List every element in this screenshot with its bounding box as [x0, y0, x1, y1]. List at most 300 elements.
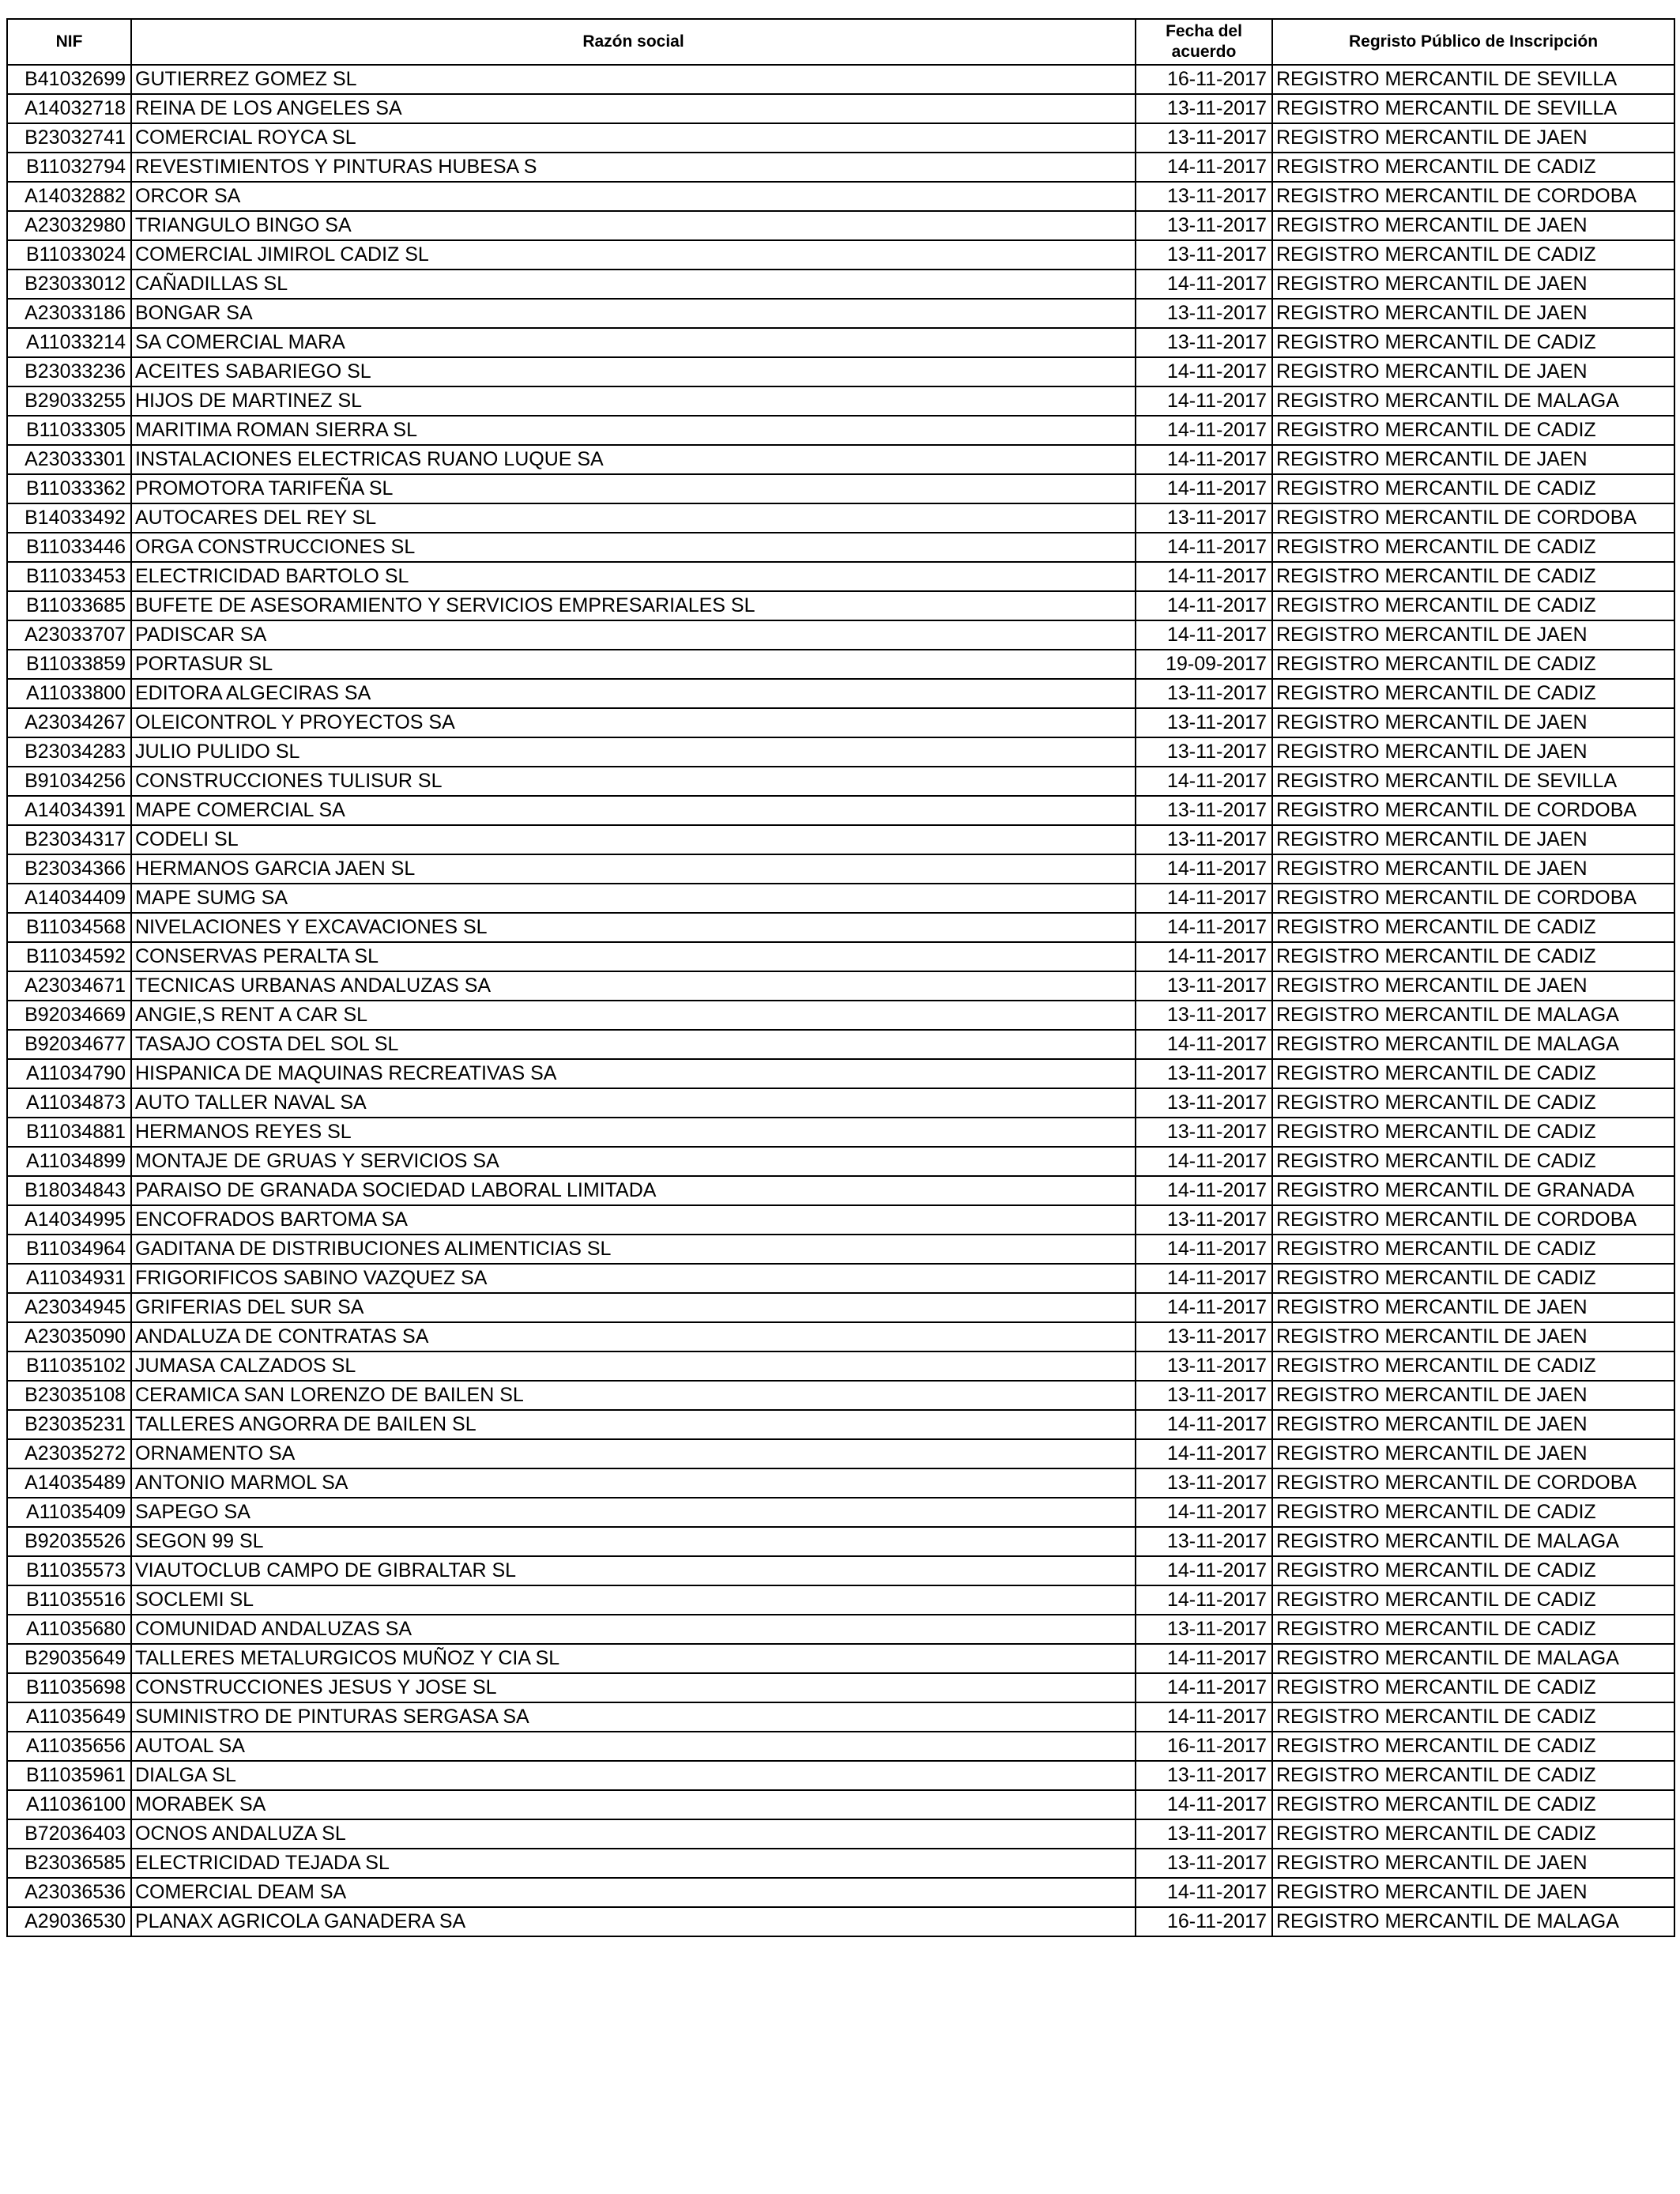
nif-cell: A11035649 — [7, 1702, 131, 1732]
fecha-cell: 14-11-2017 — [1136, 1702, 1272, 1732]
fecha-cell: 14-11-2017 — [1136, 1790, 1272, 1819]
nif-cell: B23035231 — [7, 1410, 131, 1439]
fecha-cell: 16-11-2017 — [1136, 1907, 1272, 1936]
razon-social-cell: MARITIMA ROMAN SIERRA SL — [131, 416, 1136, 445]
header-nif: NIF — [7, 19, 131, 65]
table-row — [7, 1849, 1674, 1878]
nif-cell: A14034995 — [7, 1205, 131, 1235]
table-row — [7, 1293, 1674, 1322]
razon-social-cell: SOCLEMI SL — [131, 1585, 1136, 1615]
registro-cell: REGISTRO MERCANTIL DE CADIZ — [1272, 562, 1674, 591]
fecha-cell: 13-11-2017 — [1136, 1527, 1272, 1556]
table-row — [7, 503, 1674, 533]
registro-cell: REGISTRO MERCANTIL DE CORDOBA — [1272, 503, 1674, 533]
nif-cell: B11034881 — [7, 1118, 131, 1147]
nif-cell: A23033301 — [7, 445, 131, 474]
table-row — [7, 1264, 1674, 1293]
registro-cell: REGISTRO MERCANTIL DE CADIZ — [1272, 1351, 1674, 1381]
fecha-cell: 14-11-2017 — [1136, 1644, 1272, 1673]
razon-social-cell: CONSTRUCCIONES JESUS Y JOSE SL — [131, 1673, 1136, 1702]
table-row — [7, 942, 1674, 971]
registro-cell: REGISTRO MERCANTIL DE CORDOBA — [1272, 1205, 1674, 1235]
fecha-cell: 13-11-2017 — [1136, 1849, 1272, 1878]
registro-cell: REGISTRO MERCANTIL DE MALAGA — [1272, 1907, 1674, 1936]
table-row — [7, 386, 1674, 416]
fecha-cell: 13-11-2017 — [1136, 240, 1272, 270]
registro-cell: REGISTRO MERCANTIL DE JAEN — [1272, 971, 1674, 1001]
registro-cell: REGISTRO MERCANTIL DE CADIZ — [1272, 153, 1674, 182]
nif-cell: B23034283 — [7, 737, 131, 767]
table-row — [7, 1147, 1674, 1176]
table-row — [7, 1118, 1674, 1147]
fecha-cell: 14-11-2017 — [1136, 1235, 1272, 1264]
razon-social-cell: TASAJO COSTA DEL SOL SL — [131, 1030, 1136, 1059]
razon-social-cell: TRIANGULO BINGO SA — [131, 211, 1136, 240]
table-row — [7, 1498, 1674, 1527]
razon-social-cell: PADISCAR SA — [131, 620, 1136, 650]
fecha-cell: 16-11-2017 — [1136, 65, 1272, 94]
razon-social-cell: ANDALUZA DE CONTRATAS SA — [131, 1322, 1136, 1351]
registro-cell: REGISTRO MERCANTIL DE JAEN — [1272, 620, 1674, 650]
razon-social-cell: COMUNIDAD ANDALUZAS SA — [131, 1615, 1136, 1644]
registro-cell: REGISTRO MERCANTIL DE JAEN — [1272, 1878, 1674, 1907]
nif-cell: A14034391 — [7, 796, 131, 825]
razon-social-cell: TALLERES ANGORRA DE BAILEN SL — [131, 1410, 1136, 1439]
nif-cell: A11036100 — [7, 1790, 131, 1819]
fecha-cell: 14-11-2017 — [1136, 884, 1272, 913]
nif-cell: B11033362 — [7, 474, 131, 503]
registro-cell: REGISTRO MERCANTIL DE CADIZ — [1272, 679, 1674, 708]
fecha-cell: 13-11-2017 — [1136, 708, 1272, 737]
fecha-cell: 14-11-2017 — [1136, 1585, 1272, 1615]
table-row — [7, 1644, 1674, 1673]
fecha-cell: 14-11-2017 — [1136, 620, 1272, 650]
registro-cell: REGISTRO MERCANTIL DE CADIZ — [1272, 1088, 1674, 1118]
registro-cell: REGISTRO MERCANTIL DE CADIZ — [1272, 1673, 1674, 1702]
razon-social-cell: SAPEGO SA — [131, 1498, 1136, 1527]
nif-cell: B11033305 — [7, 416, 131, 445]
nif-cell: B29035649 — [7, 1644, 131, 1673]
nif-cell: A23034267 — [7, 708, 131, 737]
table-header — [7, 19, 1674, 65]
table-row — [7, 123, 1674, 153]
table-row — [7, 474, 1674, 503]
registro-cell: REGISTRO MERCANTIL DE JAEN — [1272, 1849, 1674, 1878]
fecha-cell: 13-11-2017 — [1136, 1381, 1272, 1410]
registro-cell: REGISTRO MERCANTIL DE JAEN — [1272, 1410, 1674, 1439]
nif-cell: A23032980 — [7, 211, 131, 240]
nif-cell: B23035108 — [7, 1381, 131, 1410]
fecha-cell: 14-11-2017 — [1136, 1498, 1272, 1527]
nif-cell: B18034843 — [7, 1176, 131, 1205]
nif-cell: A11035656 — [7, 1732, 131, 1761]
razon-social-cell: OCNOS ANDALUZA SL — [131, 1819, 1136, 1849]
fecha-cell: 19-09-2017 — [1136, 650, 1272, 679]
nif-cell: B11033453 — [7, 562, 131, 591]
table-row — [7, 416, 1674, 445]
table-row — [7, 1673, 1674, 1702]
razon-social-cell: GADITANA DE DISTRIBUCIONES ALIMENTICIAS SL — [131, 1235, 1136, 1264]
nif-cell: B11035961 — [7, 1761, 131, 1790]
registro-cell: REGISTRO MERCANTIL DE CADIZ — [1272, 1498, 1674, 1527]
registro-cell: REGISTRO MERCANTIL DE JAEN — [1272, 123, 1674, 153]
razon-social-cell: PORTASUR SL — [131, 650, 1136, 679]
razon-social-cell: FRIGORIFICOS SABINO VAZQUEZ SA — [131, 1264, 1136, 1293]
fecha-cell: 13-11-2017 — [1136, 503, 1272, 533]
registro-cell: REGISTRO MERCANTIL DE MALAGA — [1272, 1030, 1674, 1059]
registro-cell: REGISTRO MERCANTIL DE CADIZ — [1272, 474, 1674, 503]
registro-cell: REGISTRO MERCANTIL DE GRANADA — [1272, 1176, 1674, 1205]
fecha-cell: 14-11-2017 — [1136, 1264, 1272, 1293]
table-row — [7, 1351, 1674, 1381]
registro-cell: REGISTRO MERCANTIL DE CADIZ — [1272, 591, 1674, 620]
registro-cell: REGISTRO MERCANTIL DE SEVILLA — [1272, 94, 1674, 123]
table-row — [7, 299, 1674, 328]
nif-cell: A14032882 — [7, 182, 131, 211]
registro-cell: REGISTRO MERCANTIL DE CADIZ — [1272, 1059, 1674, 1088]
razon-social-cell: REVESTIMIENTOS Y PINTURAS HUBESA S — [131, 153, 1136, 182]
table-row — [7, 1176, 1674, 1205]
nif-cell: A23035272 — [7, 1439, 131, 1468]
table-row — [7, 357, 1674, 386]
fecha-cell: 14-11-2017 — [1136, 357, 1272, 386]
registro-cell: REGISTRO MERCANTIL DE JAEN — [1272, 211, 1674, 240]
razon-social-cell: OLEICONTROL Y PROYECTOS SA — [131, 708, 1136, 737]
fecha-cell: 13-11-2017 — [1136, 1322, 1272, 1351]
registro-cell: REGISTRO MERCANTIL DE MALAGA — [1272, 1527, 1674, 1556]
razon-social-cell: ANGIE,S RENT A CAR SL — [131, 1001, 1136, 1030]
nif-cell: A14035489 — [7, 1468, 131, 1498]
fecha-cell: 14-11-2017 — [1136, 153, 1272, 182]
registro-cell: REGISTRO MERCANTIL DE SEVILLA — [1272, 65, 1674, 94]
nif-cell: B23032741 — [7, 123, 131, 153]
nif-cell: A14032718 — [7, 94, 131, 123]
registro-cell: REGISTRO MERCANTIL DE CADIZ — [1272, 1147, 1674, 1176]
fecha-cell: 13-11-2017 — [1136, 211, 1272, 240]
table-row — [7, 1088, 1674, 1118]
table-row — [7, 1556, 1674, 1585]
table-row — [7, 1205, 1674, 1235]
nif-cell: B11035516 — [7, 1585, 131, 1615]
razon-social-cell: MONTAJE DE GRUAS Y SERVICIOS SA — [131, 1147, 1136, 1176]
fecha-cell: 13-11-2017 — [1136, 1468, 1272, 1498]
razon-social-cell: CONSTRUCCIONES TULISUR SL — [131, 767, 1136, 796]
nif-cell: B92035526 — [7, 1527, 131, 1556]
fecha-cell: 14-11-2017 — [1136, 1556, 1272, 1585]
nif-cell: B11035698 — [7, 1673, 131, 1702]
table-row — [7, 270, 1674, 299]
razon-social-cell: BUFETE DE ASESORAMIENTO Y SERVICIOS EMPRESARIALES SL — [131, 591, 1136, 620]
registro-cell: REGISTRO MERCANTIL DE CADIZ — [1272, 650, 1674, 679]
nif-cell: A29036530 — [7, 1907, 131, 1936]
nif-cell: A23033186 — [7, 299, 131, 328]
razon-social-cell: HERMANOS REYES SL — [131, 1118, 1136, 1147]
razon-social-cell: JULIO PULIDO SL — [131, 737, 1136, 767]
fecha-cell: 14-11-2017 — [1136, 533, 1272, 562]
nif-cell: B23034317 — [7, 825, 131, 854]
razon-social-cell: TALLERES METALURGICOS MUÑOZ Y CIA SL — [131, 1644, 1136, 1673]
registro-cell: REGISTRO MERCANTIL DE MALAGA — [1272, 1644, 1674, 1673]
fecha-cell: 13-11-2017 — [1136, 825, 1272, 854]
table-row — [7, 153, 1674, 182]
fecha-cell: 13-11-2017 — [1136, 94, 1272, 123]
table-row — [7, 328, 1674, 357]
fecha-cell: 13-11-2017 — [1136, 1819, 1272, 1849]
razon-social-cell: ANTONIO MARMOL SA — [131, 1468, 1136, 1498]
table-row — [7, 1819, 1674, 1849]
registro-cell: REGISTRO MERCANTIL DE JAEN — [1272, 854, 1674, 884]
registro-cell: REGISTRO MERCANTIL DE CADIZ — [1272, 1732, 1674, 1761]
registro-cell: REGISTRO MERCANTIL DE CADIZ — [1272, 1615, 1674, 1644]
table-row — [7, 1322, 1674, 1351]
nif-cell: A23033707 — [7, 620, 131, 650]
razon-social-cell: INSTALACIONES ELECTRICAS RUANO LUQUE SA — [131, 445, 1136, 474]
nif-cell: B23033236 — [7, 357, 131, 386]
table-row — [7, 1702, 1674, 1732]
fecha-cell: 14-11-2017 — [1136, 1673, 1272, 1702]
registro-cell: REGISTRO MERCANTIL DE CORDOBA — [1272, 182, 1674, 211]
razon-social-cell: SUMINISTRO DE PINTURAS SERGASA SA — [131, 1702, 1136, 1732]
razon-social-cell: HIJOS DE MARTINEZ SL — [131, 386, 1136, 416]
registro-cell: REGISTRO MERCANTIL DE CADIZ — [1272, 1819, 1674, 1849]
registro-cell: REGISTRO MERCANTIL DE CORDOBA — [1272, 1468, 1674, 1498]
table-row — [7, 1761, 1674, 1790]
fecha-cell: 16-11-2017 — [1136, 1732, 1272, 1761]
registro-cell: REGISTRO MERCANTIL DE JAEN — [1272, 1381, 1674, 1410]
fecha-cell: 14-11-2017 — [1136, 474, 1272, 503]
fecha-cell: 14-11-2017 — [1136, 1439, 1272, 1468]
razon-social-cell: ENCOFRADOS BARTOMA SA — [131, 1205, 1136, 1235]
table-row — [7, 825, 1674, 854]
nif-cell: B11033685 — [7, 591, 131, 620]
fecha-cell: 13-11-2017 — [1136, 1351, 1272, 1381]
table-row — [7, 796, 1674, 825]
registro-cell: REGISTRO MERCANTIL DE CADIZ — [1272, 240, 1674, 270]
razon-social-cell: DIALGA SL — [131, 1761, 1136, 1790]
registro-cell: REGISTRO MERCANTIL DE CADIZ — [1272, 328, 1674, 357]
table-row — [7, 1790, 1674, 1819]
fecha-cell: 13-11-2017 — [1136, 737, 1272, 767]
registro-cell: REGISTRO MERCANTIL DE CADIZ — [1272, 913, 1674, 942]
razon-social-cell: JUMASA CALZADOS SL — [131, 1351, 1136, 1381]
nif-cell: B91034256 — [7, 767, 131, 796]
razon-social-cell: GRIFERIAS DEL SUR SA — [131, 1293, 1136, 1322]
razon-social-cell: NIVELACIONES Y EXCAVACIONES SL — [131, 913, 1136, 942]
table-row — [7, 884, 1674, 913]
fecha-cell: 14-11-2017 — [1136, 942, 1272, 971]
registro-cell: REGISTRO MERCANTIL DE JAEN — [1272, 357, 1674, 386]
table-row — [7, 650, 1674, 679]
table-row — [7, 562, 1674, 591]
table-row — [7, 65, 1674, 94]
fecha-cell: 14-11-2017 — [1136, 1410, 1272, 1439]
fecha-cell: 14-11-2017 — [1136, 1176, 1272, 1205]
nif-cell: B92034677 — [7, 1030, 131, 1059]
registro-cell: REGISTRO MERCANTIL DE CORDOBA — [1272, 884, 1674, 913]
fecha-cell: 14-11-2017 — [1136, 386, 1272, 416]
nif-cell: A23034671 — [7, 971, 131, 1001]
razon-social-cell: ORNAMENTO SA — [131, 1439, 1136, 1468]
razon-social-cell: ORCOR SA — [131, 182, 1136, 211]
nif-cell: A23035090 — [7, 1322, 131, 1351]
fecha-cell: 13-11-2017 — [1136, 1118, 1272, 1147]
header-registro: Regristo Público de Inscripción — [1272, 19, 1674, 65]
nif-cell: B92034669 — [7, 1001, 131, 1030]
table-row — [7, 591, 1674, 620]
registro-cell: REGISTRO MERCANTIL DE CADIZ — [1272, 1556, 1674, 1585]
razon-social-cell: SEGON 99 SL — [131, 1527, 1136, 1556]
nif-cell: A11034899 — [7, 1147, 131, 1176]
registro-cell: REGISTRO MERCANTIL DE CADIZ — [1272, 1790, 1674, 1819]
registry-table — [6, 18, 1675, 1937]
fecha-cell: 13-11-2017 — [1136, 1088, 1272, 1118]
header-fecha-acuerdo: Fecha del acuerdo — [1136, 19, 1272, 65]
table-row — [7, 1235, 1674, 1264]
fecha-cell: 13-11-2017 — [1136, 796, 1272, 825]
table-row — [7, 182, 1674, 211]
razon-social-cell: COMERCIAL ROYCA SL — [131, 123, 1136, 153]
header-razon-social: Razón social — [131, 19, 1136, 65]
fecha-cell: 13-11-2017 — [1136, 299, 1272, 328]
registro-cell: REGISTRO MERCANTIL DE JAEN — [1272, 445, 1674, 474]
table-row — [7, 94, 1674, 123]
table-row — [7, 679, 1674, 708]
header-row — [7, 19, 1674, 65]
razon-social-cell: AUTOAL SA — [131, 1732, 1136, 1761]
nif-cell: A11034790 — [7, 1059, 131, 1088]
nif-cell: B41032699 — [7, 65, 131, 94]
table-body — [7, 65, 1674, 1936]
table-row — [7, 1439, 1674, 1468]
fecha-cell: 13-11-2017 — [1136, 1615, 1272, 1644]
fecha-cell: 14-11-2017 — [1136, 416, 1272, 445]
registro-cell: REGISTRO MERCANTIL DE CADIZ — [1272, 1702, 1674, 1732]
registro-cell: REGISTRO MERCANTIL DE CADIZ — [1272, 942, 1674, 971]
table-row — [7, 1615, 1674, 1644]
table-row — [7, 1001, 1674, 1030]
registro-cell: REGISTRO MERCANTIL DE SEVILLA — [1272, 767, 1674, 796]
nif-cell: B72036403 — [7, 1819, 131, 1849]
fecha-cell: 14-11-2017 — [1136, 1030, 1272, 1059]
nif-cell: B11033446 — [7, 533, 131, 562]
table-row — [7, 737, 1674, 767]
registro-cell: REGISTRO MERCANTIL DE CADIZ — [1272, 1118, 1674, 1147]
table-row — [7, 1410, 1674, 1439]
fecha-cell: 13-11-2017 — [1136, 1059, 1272, 1088]
registro-cell: REGISTRO MERCANTIL DE CADIZ — [1272, 1264, 1674, 1293]
nif-cell: A11034873 — [7, 1088, 131, 1118]
razon-social-cell: MAPE COMERCIAL SA — [131, 796, 1136, 825]
registro-cell: REGISTRO MERCANTIL DE JAEN — [1272, 1439, 1674, 1468]
nif-cell: A23034945 — [7, 1293, 131, 1322]
fecha-cell: 13-11-2017 — [1136, 1001, 1272, 1030]
table-row — [7, 854, 1674, 884]
registro-cell: REGISTRO MERCANTIL DE CADIZ — [1272, 1235, 1674, 1264]
razon-social-cell: HISPANICA DE MAQUINAS RECREATIVAS SA — [131, 1059, 1136, 1088]
fecha-cell: 13-11-2017 — [1136, 123, 1272, 153]
table-row — [7, 240, 1674, 270]
nif-cell: B11033859 — [7, 650, 131, 679]
razon-social-cell: HERMANOS GARCIA JAEN SL — [131, 854, 1136, 884]
table-row — [7, 1030, 1674, 1059]
table-row — [7, 708, 1674, 737]
nif-cell: B11032794 — [7, 153, 131, 182]
table-row — [7, 533, 1674, 562]
nif-cell: B29033255 — [7, 386, 131, 416]
fecha-cell: 14-11-2017 — [1136, 1878, 1272, 1907]
razon-social-cell: CONSERVAS PERALTA SL — [131, 942, 1136, 971]
table-row — [7, 1732, 1674, 1761]
nif-cell: A11033214 — [7, 328, 131, 357]
table-row — [7, 1585, 1674, 1615]
razon-social-cell: ORGA CONSTRUCCIONES SL — [131, 533, 1136, 562]
razon-social-cell: PROMOTORA TARIFEÑA SL — [131, 474, 1136, 503]
razon-social-cell: PARAISO DE GRANADA SOCIEDAD LABORAL LIMITADA — [131, 1176, 1136, 1205]
razon-social-cell: ELECTRICIDAD TEJADA SL — [131, 1849, 1136, 1878]
table-row — [7, 971, 1674, 1001]
nif-cell: A11033800 — [7, 679, 131, 708]
fecha-cell: 14-11-2017 — [1136, 1147, 1272, 1176]
fecha-cell: 13-11-2017 — [1136, 182, 1272, 211]
nif-cell: B11035573 — [7, 1556, 131, 1585]
registro-cell: REGISTRO MERCANTIL DE CADIZ — [1272, 1585, 1674, 1615]
registro-cell: REGISTRO MERCANTIL DE JAEN — [1272, 737, 1674, 767]
razon-social-cell: ACEITES SABARIEGO SL — [131, 357, 1136, 386]
registro-cell: REGISTRO MERCANTIL DE MALAGA — [1272, 1001, 1674, 1030]
fecha-cell: 14-11-2017 — [1136, 767, 1272, 796]
razon-social-cell: AUTO TALLER NAVAL SA — [131, 1088, 1136, 1118]
registro-cell: REGISTRO MERCANTIL DE CADIZ — [1272, 416, 1674, 445]
fecha-cell: 14-11-2017 — [1136, 1293, 1272, 1322]
razon-social-cell: VIAUTOCLUB CAMPO DE GIBRALTAR SL — [131, 1556, 1136, 1585]
fecha-cell: 14-11-2017 — [1136, 270, 1272, 299]
fecha-cell: 13-11-2017 — [1136, 1761, 1272, 1790]
nif-cell: B11034592 — [7, 942, 131, 971]
fecha-cell: 14-11-2017 — [1136, 913, 1272, 942]
razon-social-cell: AUTOCARES DEL REY SL — [131, 503, 1136, 533]
registro-cell: REGISTRO MERCANTIL DE JAEN — [1272, 825, 1674, 854]
table-row — [7, 620, 1674, 650]
table-row — [7, 1381, 1674, 1410]
registro-cell: REGISTRO MERCANTIL DE CADIZ — [1272, 1761, 1674, 1790]
nif-cell: B23033012 — [7, 270, 131, 299]
razon-social-cell: COMERCIAL DEAM SA — [131, 1878, 1136, 1907]
table-row — [7, 1468, 1674, 1498]
registro-cell: REGISTRO MERCANTIL DE MALAGA — [1272, 386, 1674, 416]
nif-cell: B23034366 — [7, 854, 131, 884]
fecha-cell: 14-11-2017 — [1136, 591, 1272, 620]
registro-cell: REGISTRO MERCANTIL DE JAEN — [1272, 708, 1674, 737]
registro-cell: REGISTRO MERCANTIL DE CORDOBA — [1272, 796, 1674, 825]
registro-cell: REGISTRO MERCANTIL DE CADIZ — [1272, 533, 1674, 562]
nif-cell: A11035680 — [7, 1615, 131, 1644]
nif-cell: B11034568 — [7, 913, 131, 942]
registro-cell: REGISTRO MERCANTIL DE JAEN — [1272, 270, 1674, 299]
nif-cell: B14033492 — [7, 503, 131, 533]
razon-social-cell: CERAMICA SAN LORENZO DE BAILEN SL — [131, 1381, 1136, 1410]
fecha-cell: 14-11-2017 — [1136, 445, 1272, 474]
razon-social-cell: MAPE SUMG SA — [131, 884, 1136, 913]
razon-social-cell: COMERCIAL JIMIROL CADIZ SL — [131, 240, 1136, 270]
table-row — [7, 767, 1674, 796]
nif-cell: A23036536 — [7, 1878, 131, 1907]
razon-social-cell: CODELI SL — [131, 825, 1136, 854]
nif-cell: B11033024 — [7, 240, 131, 270]
nif-cell: B11035102 — [7, 1351, 131, 1381]
nif-cell: B23036585 — [7, 1849, 131, 1878]
fecha-cell: 13-11-2017 — [1136, 1205, 1272, 1235]
razon-social-cell: EDITORA ALGECIRAS SA — [131, 679, 1136, 708]
